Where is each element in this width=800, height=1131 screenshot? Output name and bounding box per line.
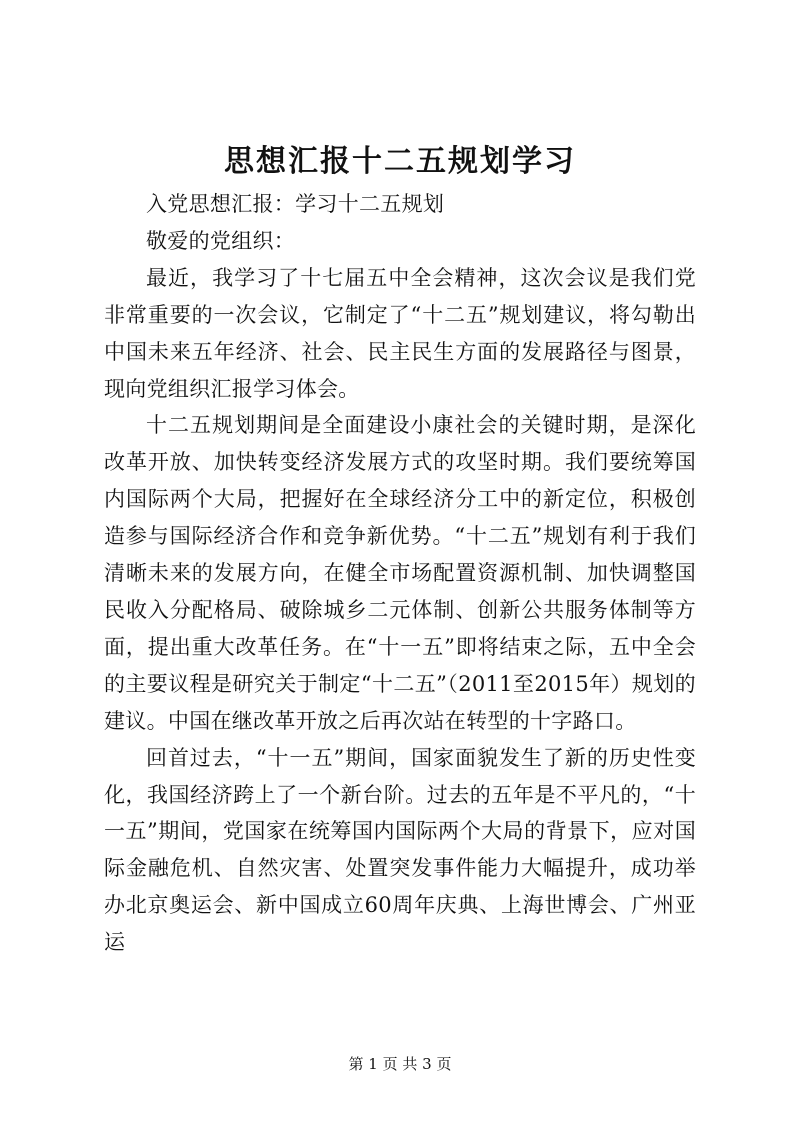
document-title: 思想汇报十二五规划学习	[224, 144, 576, 179]
page-footer: 第 1 页 共 3 页	[348, 1055, 452, 1073]
paragraph-salutation: 敬爱的党组织：	[146, 228, 296, 253]
paragraph-heading: 入党思想汇报：学习十二五规划	[146, 192, 445, 216]
document-body	[104, 186, 696, 961]
paragraph: 最近，我学习了十七届五中全会精神，这次会议是我们党非常重要的一次会议，它制定了“十二五”规划建议，将勾勒出中国未来五年经济、社会、民主民生方面的发展路径与图景，现向党组织汇报学习体会。	[104, 265, 696, 401]
paragraph: 十二五规划期间是全面建设小康社会的关键时期，是深化改革开放、加快转变经济发展方式的攻坚时期。我们要统筹国内国际两个大局，把握好在全球经济分工中的新定位，积极创造参与国际经济合作和竞争新优势。“十二五”规划有利于我们清晰未来的发展方向，在健全市场配置资源机制、加快调整国民收入分配格局、破除城乡二元体制、创新公共服务体制等方面，提出重大改革任务。在“十一五”即将结束之际，五中全会的主要议程是研究关于制定“十二五”（2011至2015年）规划的建议。中国在继改革开放之后再次站在转型的十字路口。	[104, 413, 696, 733]
paragraph: 回首过去，“十一五”期间，国家面貌发生了新的历史性变化，我国经济跨上了一个新台阶。过去的五年是不平凡的，“十一五”期间，党国家在统筹国内国际两个大局的背景下，应对国际金融危机、自然灾害、处置突发事件能力大幅提升，成功举办北京奥运会、新中国成立60周年庆典、上海世博会、广州亚运	[104, 745, 696, 955]
